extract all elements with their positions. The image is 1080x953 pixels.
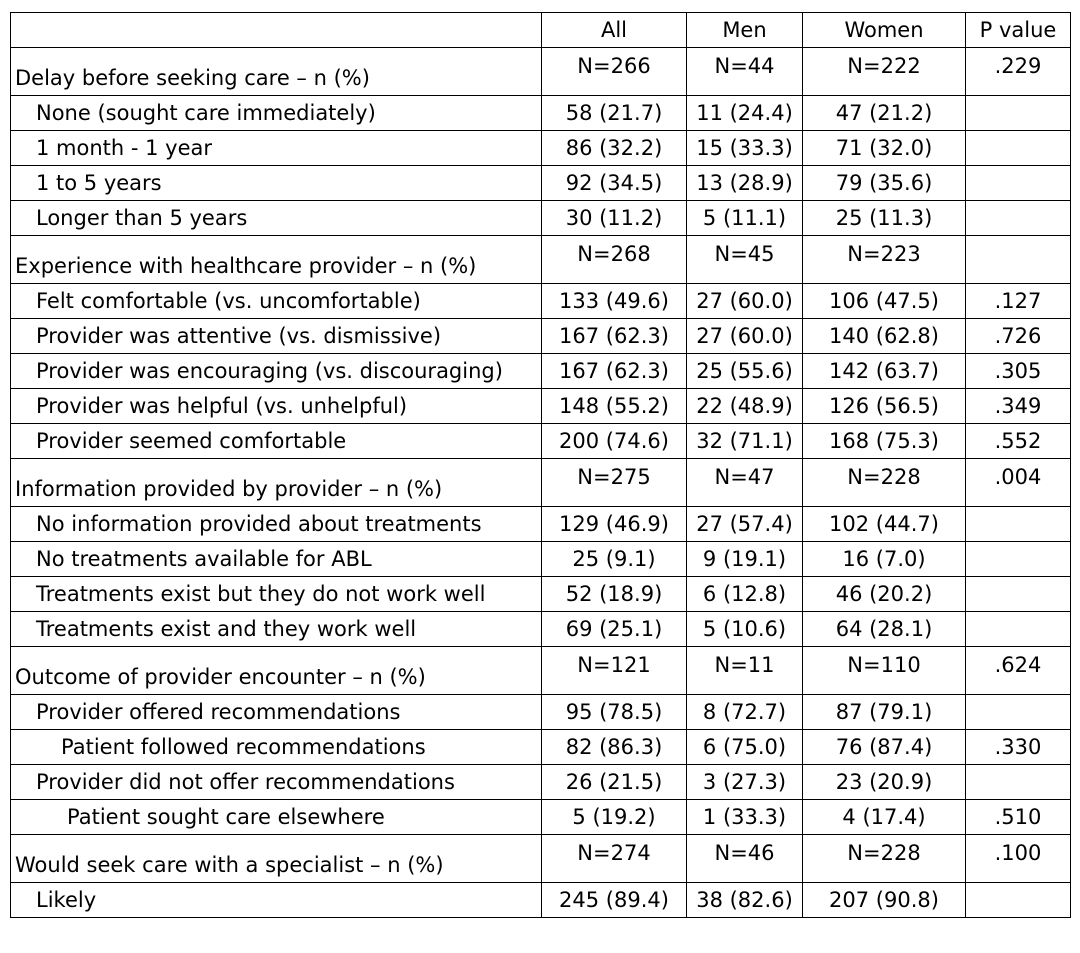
cell-p-value: .624: [966, 647, 1071, 695]
table-row: [11, 166, 1071, 201]
cell-all: 82 (86.3): [542, 730, 687, 765]
cell-p-value: [966, 695, 1071, 730]
cell-all: 52 (18.9): [542, 577, 687, 612]
row-label: Longer than 5 years: [11, 201, 542, 236]
cell-p-value: [966, 612, 1071, 647]
cell-men: 25 (55.6): [687, 354, 803, 389]
cell-women: 168 (75.3): [803, 424, 966, 459]
table-row: [11, 883, 1071, 918]
header-cell-women: Women: [803, 13, 966, 48]
cell-men: 8 (72.7): [687, 695, 803, 730]
cell-men: N=45: [687, 236, 803, 284]
row-label: Likely: [11, 883, 542, 918]
cell-men: 15 (33.3): [687, 131, 803, 166]
cell-p-value: [966, 883, 1071, 918]
cell-all: 30 (11.2): [542, 201, 687, 236]
cell-women: 106 (47.5): [803, 284, 966, 319]
cell-men: 27 (57.4): [687, 507, 803, 542]
cell-p-value: [966, 166, 1071, 201]
header-row: [11, 13, 1071, 48]
row-label: 1 month - 1 year: [11, 131, 542, 166]
row-label: No treatments available for ABL: [11, 542, 542, 577]
cell-all: N=121: [542, 647, 687, 695]
cell-women: N=228: [803, 459, 966, 507]
cell-women: 47 (21.2): [803, 96, 966, 131]
cell-all: 58 (21.7): [542, 96, 687, 131]
row-label: Treatments exist but they do not work well: [11, 577, 542, 612]
row-label: Patient followed recommendations: [11, 730, 542, 765]
cell-men: 9 (19.1): [687, 542, 803, 577]
cell-all: N=268: [542, 236, 687, 284]
table-row: [11, 800, 1071, 835]
cell-p-value: [966, 765, 1071, 800]
cell-all: 133 (49.6): [542, 284, 687, 319]
cell-women: N=222: [803, 48, 966, 96]
table-row: [11, 730, 1071, 765]
row-label: Treatments exist and they work well: [11, 612, 542, 647]
section-label: Outcome of provider encounter – n (%): [11, 647, 542, 695]
cell-women: 87 (79.1): [803, 695, 966, 730]
table-row: [11, 507, 1071, 542]
section-label: Would seek care with a specialist – n (%): [11, 835, 542, 883]
section-row: [11, 236, 1071, 284]
cell-women: 207 (90.8): [803, 883, 966, 918]
row-label: Provider was helpful (vs. unhelpful): [11, 389, 542, 424]
table-row: [11, 612, 1071, 647]
cell-p-value: .510: [966, 800, 1071, 835]
cell-all: 167 (62.3): [542, 319, 687, 354]
table-row: [11, 319, 1071, 354]
cell-women: N=110: [803, 647, 966, 695]
cell-men: 32 (71.1): [687, 424, 803, 459]
cell-p-value: [966, 236, 1071, 284]
section-row: [11, 835, 1071, 883]
cell-men: 27 (60.0): [687, 284, 803, 319]
table-row: [11, 765, 1071, 800]
cell-men: N=11: [687, 647, 803, 695]
table-row: [11, 577, 1071, 612]
cell-p-value: .100: [966, 835, 1071, 883]
cell-p-value: .349: [966, 389, 1071, 424]
cell-p-value: .330: [966, 730, 1071, 765]
header-cell-men: Men: [687, 13, 803, 48]
table-row: [11, 695, 1071, 730]
cell-women: 25 (11.3): [803, 201, 966, 236]
cell-women: N=228: [803, 835, 966, 883]
cell-all: 69 (25.1): [542, 612, 687, 647]
cell-all: 86 (32.2): [542, 131, 687, 166]
cell-all: 200 (74.6): [542, 424, 687, 459]
cell-p-value: [966, 201, 1071, 236]
row-label: 1 to 5 years: [11, 166, 542, 201]
row-label: Provider seemed comfortable: [11, 424, 542, 459]
cell-women: 4 (17.4): [803, 800, 966, 835]
cell-women: 16 (7.0): [803, 542, 966, 577]
cell-p-value: [966, 96, 1071, 131]
cell-p-value: .004: [966, 459, 1071, 507]
cell-men: 1 (33.3): [687, 800, 803, 835]
cell-p-value: .229: [966, 48, 1071, 96]
row-label: Provider did not offer recommendations: [11, 765, 542, 800]
cell-all: 25 (9.1): [542, 542, 687, 577]
section-row: [11, 48, 1071, 96]
cell-p-value: [966, 577, 1071, 612]
cell-men: 22 (48.9): [687, 389, 803, 424]
cell-all: N=266: [542, 48, 687, 96]
cell-all: N=275: [542, 459, 687, 507]
row-label: Felt comfortable (vs. uncomfortable): [11, 284, 542, 319]
cell-men: 5 (10.6): [687, 612, 803, 647]
cell-p-value: .127: [966, 284, 1071, 319]
cell-men: 3 (27.3): [687, 765, 803, 800]
cell-men: 6 (12.8): [687, 577, 803, 612]
table-row: [11, 284, 1071, 319]
cell-all: N=274: [542, 835, 687, 883]
cell-all: 245 (89.4): [542, 883, 687, 918]
row-label: Patient sought care elsewhere: [11, 800, 542, 835]
section-row: [11, 647, 1071, 695]
cell-women: 71 (32.0): [803, 131, 966, 166]
header-cell-label: [11, 13, 542, 48]
table-row: [11, 354, 1071, 389]
row-label: Provider was attentive (vs. dismissive): [11, 319, 542, 354]
row-label: No information provided about treatments: [11, 507, 542, 542]
cell-all: 92 (34.5): [542, 166, 687, 201]
cell-men: 6 (75.0): [687, 730, 803, 765]
section-row: [11, 459, 1071, 507]
cell-men: 5 (11.1): [687, 201, 803, 236]
cell-women: N=223: [803, 236, 966, 284]
cell-women: 126 (56.5): [803, 389, 966, 424]
results-table: [10, 12, 1071, 918]
cell-all: 148 (55.2): [542, 389, 687, 424]
cell-women: 140 (62.8): [803, 319, 966, 354]
cell-all: 129 (46.9): [542, 507, 687, 542]
row-label: Provider was encouraging (vs. discouraging): [11, 354, 542, 389]
cell-men: 13 (28.9): [687, 166, 803, 201]
table-row: [11, 96, 1071, 131]
cell-p-value: .305: [966, 354, 1071, 389]
cell-women: 64 (28.1): [803, 612, 966, 647]
cell-all: 5 (19.2): [542, 800, 687, 835]
cell-men: 38 (82.6): [687, 883, 803, 918]
cell-men: N=44: [687, 48, 803, 96]
cell-women: 102 (44.7): [803, 507, 966, 542]
row-label: None (sought care immediately): [11, 96, 542, 131]
table-row: [11, 389, 1071, 424]
header-cell-p-value: P value: [966, 13, 1071, 48]
cell-men: N=46: [687, 835, 803, 883]
cell-men: 11 (24.4): [687, 96, 803, 131]
cell-all: 26 (21.5): [542, 765, 687, 800]
cell-women: 142 (63.7): [803, 354, 966, 389]
table-row: [11, 424, 1071, 459]
cell-p-value: [966, 131, 1071, 166]
cell-women: 76 (87.4): [803, 730, 966, 765]
table-row: [11, 131, 1071, 166]
table-row: [11, 542, 1071, 577]
cell-p-value: .726: [966, 319, 1071, 354]
cell-women: 23 (20.9): [803, 765, 966, 800]
section-label: Information provided by provider – n (%): [11, 459, 542, 507]
table-row: [11, 201, 1071, 236]
row-label: Provider offered recommendations: [11, 695, 542, 730]
cell-women: 46 (20.2): [803, 577, 966, 612]
cell-women: 79 (35.6): [803, 166, 966, 201]
cell-all: 167 (62.3): [542, 354, 687, 389]
cell-all: 95 (78.5): [542, 695, 687, 730]
cell-p-value: [966, 507, 1071, 542]
section-label: Delay before seeking care – n (%): [11, 48, 542, 96]
cell-men: N=47: [687, 459, 803, 507]
header-cell-all: All: [542, 13, 687, 48]
table-body: [11, 13, 1071, 918]
cell-men: 27 (60.0): [687, 319, 803, 354]
cell-p-value: [966, 542, 1071, 577]
cell-p-value: .552: [966, 424, 1071, 459]
section-label: Experience with healthcare provider – n (%): [11, 236, 542, 284]
